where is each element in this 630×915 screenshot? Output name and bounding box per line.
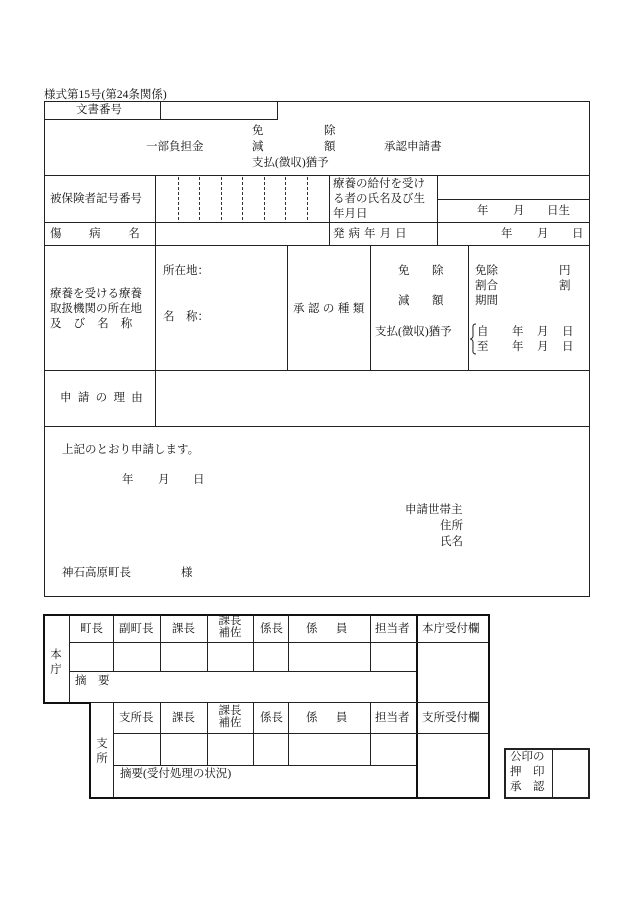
type-exempt-b: 除: [432, 265, 444, 277]
injury-name-field[interactable]: [157, 223, 328, 244]
birth-year: 年: [477, 205, 489, 217]
shisho-cell-officer[interactable]: [371, 734, 415, 764]
doc-number-label: 文書番号: [76, 104, 122, 116]
honcho-section-label: 本庁: [50, 649, 62, 676]
birth-month: 月: [513, 205, 525, 217]
shisho-cell-assistant-chief[interactable]: [208, 734, 252, 764]
honcho-cell-assistant-chief[interactable]: [208, 643, 252, 670]
honcho-col-subsection-chief: 係長: [260, 623, 283, 635]
type-reduce-a: 減: [398, 295, 410, 307]
shisho-summary-label: 摘要(受付処理の状況): [120, 768, 232, 780]
honcho-cell-mayor[interactable]: [70, 643, 112, 670]
seal-label-l1: 公印の: [510, 751, 545, 763]
shisho-cell-branch-manager[interactable]: [114, 734, 159, 764]
heading-prefix: 一部負担金: [146, 141, 204, 153]
shisho-cell-reception[interactable]: [418, 734, 487, 796]
shisho-col-assistant-chief: 課長補佐: [218, 705, 242, 729]
form-title: 様式第15号(第24条関係): [44, 89, 167, 101]
seal-label-l3: 承認: [510, 781, 556, 793]
type-exempt-a: 免: [398, 265, 410, 277]
applicant-label: 申請世帯主: [405, 504, 463, 516]
honcho-col-reception: 本庁受付欄: [422, 623, 480, 635]
shisho-col-reception: 支所受付欄: [422, 712, 480, 724]
injury-label: 傷病名: [50, 228, 168, 240]
doc-number-field[interactable]: [162, 102, 276, 118]
honcho-col-assistant-chief: 課長補佐: [218, 615, 242, 639]
shisho-col-section-chief: 課長: [172, 712, 195, 724]
onset-label: 発病年月日: [333, 228, 411, 240]
type-reduce-b: 額: [432, 295, 444, 307]
from-year: 年: [512, 326, 524, 338]
insured-number-field[interactable]: [157, 176, 328, 221]
reason-field[interactable]: [157, 372, 589, 425]
to-day: 日: [562, 341, 574, 353]
heading-opt1-b: 除: [324, 125, 336, 137]
institution-label-l3: 及び名称: [50, 318, 145, 330]
type-deferral: 支払(徴収)猶予: [375, 326, 452, 338]
onset-month: 月: [537, 228, 549, 240]
heading-opt3: 支払(徴収)猶予: [252, 157, 329, 169]
recipient-label-l2: る者の氏名及び生: [333, 193, 425, 205]
honcho-cell-subsection-chief[interactable]: [254, 643, 287, 670]
shisho-col-officer: 担当者: [375, 712, 410, 724]
shisho-cell-staff[interactable]: [289, 734, 369, 764]
onset-day: 日: [572, 228, 584, 240]
institution-name-field[interactable]: [210, 308, 284, 328]
institution-label-l2: 取扱機関の所在地: [50, 303, 142, 315]
shisho-summary-field[interactable]: [115, 780, 414, 796]
insured-number-label: 被保険者記号番号: [50, 193, 142, 205]
honorific: 様: [181, 567, 193, 579]
recipient-label-l3: 年月日: [333, 208, 368, 220]
from-day: 日: [562, 326, 574, 338]
brace-icon: [469, 323, 477, 355]
recipient-label-l1: 療養の給付を受け: [333, 178, 425, 190]
period-to: 至: [477, 341, 489, 353]
institution-address-field[interactable]: [210, 262, 284, 282]
addressee: 神石高原町長: [62, 567, 131, 579]
detail-yen: 円: [559, 265, 571, 277]
honcho-summary-label: 摘要: [75, 675, 121, 687]
honcho-cell-section-chief[interactable]: [161, 643, 206, 670]
recipient-name-field[interactable]: [439, 176, 589, 198]
shisho-cell-section-chief[interactable]: [161, 734, 206, 764]
shisho-section-label: 支所: [96, 738, 108, 765]
honcho-summary-field[interactable]: [120, 672, 414, 701]
reason-label: 申請の理由: [60, 392, 150, 404]
shisho-col-staff: 係員: [306, 712, 366, 724]
institution-label-l1: 療養を受ける療養: [50, 288, 142, 300]
period-from: 自: [477, 326, 489, 338]
birth-day: 日生: [547, 205, 570, 217]
heading-opt2-b: 額: [324, 141, 336, 153]
onset-year: 年: [501, 228, 513, 240]
honcho-cell-deputy-mayor[interactable]: [114, 643, 159, 670]
heading-suffix: 承認申請書: [384, 141, 442, 153]
detail-ratio: 割合: [475, 280, 498, 292]
detail-wari: 割: [559, 280, 571, 292]
heading-opt1-a: 免: [252, 125, 264, 137]
shisho-col-branch-manager: 支所長: [119, 712, 154, 724]
honcho-cell-reception[interactable]: [418, 643, 487, 701]
institution-name-label: 名 称：: [163, 311, 209, 323]
honcho-col-staff: 係員: [306, 623, 366, 635]
applicant-name-label: 氏名: [440, 536, 463, 548]
honcho-cell-staff[interactable]: [289, 643, 369, 670]
heading-opt2-a: 減: [252, 141, 264, 153]
declaration-text: 上記のとおり申請します。: [62, 444, 200, 456]
declaration-month: 月: [158, 474, 170, 486]
applicant-address-label: 住所: [440, 520, 463, 532]
shisho-col-subsection-chief: 係長: [260, 712, 283, 724]
declaration-day: 日: [193, 474, 205, 486]
honcho-cell-officer[interactable]: [371, 643, 415, 670]
to-month: 月: [537, 341, 549, 353]
declaration-year: 年: [122, 474, 134, 486]
approval-type-label: 承認の種類: [293, 303, 368, 315]
detail-exempt: 免除: [475, 265, 498, 277]
honcho-col-officer: 担当者: [375, 623, 410, 635]
honcho-col-deputy-mayor: 副町長: [119, 623, 154, 635]
seal-approval-cell[interactable]: [554, 750, 588, 797]
shisho-cell-subsection-chief[interactable]: [254, 734, 287, 764]
honcho-col-mayor: 町長: [80, 623, 103, 635]
to-year: 年: [512, 341, 524, 353]
honcho-col-section-chief: 課長: [172, 623, 195, 635]
from-month: 月: [537, 326, 549, 338]
seal-label-l2: 押印: [510, 766, 556, 778]
address-label: 所在地：: [163, 265, 209, 277]
detail-period: 期間: [475, 295, 498, 307]
